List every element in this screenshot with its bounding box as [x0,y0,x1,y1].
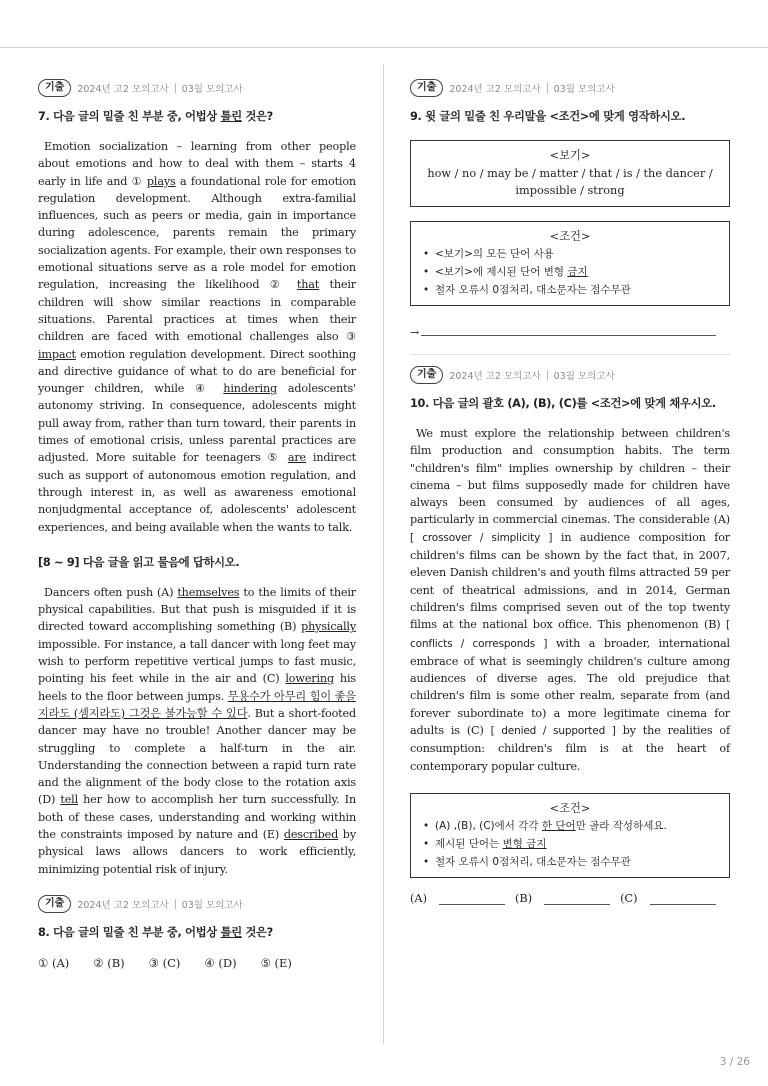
q8-choice-2[interactable]: ② (B) [93,955,125,970]
q9-answer-blank[interactable] [421,328,716,336]
q9-bogi-box [410,140,730,207]
q7-title-underlined: 틀린 [220,110,242,123]
q9-tag-row [410,78,730,98]
q9-condition-3: • 철자 오류시 0점처리, 대소문자는 점수무관 [421,281,719,299]
set-underline-e: described [283,827,339,841]
q10-bracket-c: [ denied / supported ] [490,725,616,738]
q7-tag-separator [175,83,176,93]
q7-underline-5: are [287,451,307,465]
q10-month: 03월 모의고사 [553,371,615,382]
q7-tag-row [38,78,356,98]
q8-choice-1[interactable]: ① (A) [38,955,70,970]
q10-tag-row [410,365,730,385]
q7-passage: Emotion socialization – learning from other people about emotions and how to deal with them – starts 4 early in life and ① plays a foundational role for emotion regulation development. Although extra-familial influences, such as peers or media, gain in importance during adolescence, parents remain the primary socialization agents. For example, their own responses to emotional situations serve as a role model for emotion regulation, increasing the likelihood ② that their children will show similar reactions in comparable situations. Parental practices at times when their children are faced with emotional challenges also ③ impact emotion regulation development. Direct soothing and directive guidance of what to do are beneficial for younger children, while ④ hindering adolescents' autonomy striving. In consequence, adolescents might pull away from, rather than turn toward, their parents in times of emotional crisis, unless parental practices are adjusted. More suitable for teenagers ⑤ are indirect such as support of autonomous emotion regulation, and through interest in, as well as awareness emotional nonjudgmental acceptance of, adolescents' adolescent experiences, and being available when the wants to talk. [38,140,357,534]
set-underline-korean: 무용수가 아무리 힘이 좋을지라도 (셈지라도) 그것은 불가능할 수 있다 [38,689,356,720]
q9-condition-title: <조건> [549,229,591,243]
q8-choices [38,956,356,970]
q7-underline-2: that [296,278,320,292]
set-8-9-title: [8 ~ 9] 다음 글을 읽고 물음에 답하시오. [38,555,240,569]
q7-underline-3: impact [38,347,76,361]
q9-title: 9. 윗 글의 밑줄 친 우리말을 <조건>에 맞게 영작하시오. [410,110,686,123]
q8-choice-3[interactable]: ③ (C) [148,955,181,970]
q9-month: 03월 모의고사 [553,84,615,95]
q10-condition-box [410,793,730,879]
q8-year: 2024년 고2 모의고사 [77,899,169,911]
q8-tag-separator [175,899,176,909]
question-8 [38,894,356,970]
q10-answer-b[interactable]: (B) [515,892,610,905]
column-divider [383,64,384,1044]
top-rule [0,47,768,48]
right-column [410,78,730,905]
q10-condition-2: • 제시된 단어는 변형 금지 [421,835,719,853]
q9-answer-line[interactable] [410,324,716,340]
set-underline-c: lowering [285,672,334,686]
question-7 [38,78,356,536]
q10-condition-3: • 철자 오류시 0점처리, 대소문자는 점수무관 [421,853,719,871]
left-column [38,78,356,970]
q9-condition-list [421,245,719,299]
q8-title: 8. 다음 글의 밑줄 친 부분 중, 어법상 틀린 것은? [38,925,273,939]
q7-underline-1: plays [146,174,176,188]
q8-tag: 기출 [38,895,71,913]
set-underline-b: physically [301,620,356,634]
q8-choice-4[interactable]: ④ (D) [204,955,237,970]
q10-bracket-a: [ crossover / simplicity ] [410,531,553,544]
q10-condition-list [421,817,719,871]
page-number: 3 / 26 [719,1056,750,1068]
q10-separator [410,354,730,355]
q10-answer-c[interactable]: (C) [620,892,715,905]
set-8-9 [38,554,356,878]
q10-title: 10. 다음 글의 괄호 (A), (B), (C)를 <조건>에 맞게 채우시오. [410,397,716,410]
q10-passage: We must explore the relationship between children's film production and consumption habits. The term "children's film" implies ownership by children – their cinema – but films supposedly made for children have always been consumed by audiences of all ages, particularly in commercial cinemas. The considerable (A) [ crossover / simplicity ] in audience composition for children's films can be shown by the fact that, in 2007, eleven Danish children's and youth films attracted 59 per cent of theatrical admissions, and in 2014, German children's films comprised seven out of the top twenty films at the national box office. This phenomenon (B) [ conflicts / corresponds ] with a broader, international embrace of what is seemingly children's culture among audiences of diverse ages. The old prejudice that children's film is some other realm, separate from (and forever subordinate to) a more legitimate cinema for adults is (C) [ denied / supported ] by the realities of consumption: children's film is at the heart of contemporary popular culture. [410,427,731,773]
q9-year: 2024년 고2 모의고사 [449,84,541,95]
question-9 [410,78,730,340]
q9-condition-2: • <보기>에 제시된 단어 변형 금지 [421,263,719,281]
q10-condition-title: <조건> [549,801,591,815]
q9-tag: 기출 [410,79,443,97]
q7-title: 7. 다음 글의 밑줄 친 부분 중, 어법상 틀린 것은? [38,110,273,123]
q7-month: 03월 모의고사 [181,84,243,95]
set-8-9-passage: Dancers often push (A) themselves to the limits of their physical capabilities. But that push is misguided if it is directed toward accomplishing something (B) physically impossible. For instance, a tall dancer with long feet may wish to perform repetitive vertical jumps to fast music, pointing his feet while in the air and (C) lowering his heels to the floor between jumps. 무용수가 아무리 힘이 좋을지라도 (셈지라도) 그것은 불가능할 수 있다. But a short-footed dancer may have no trouble! Another dancer may be struggling to complete a half-turn in the air. Understanding the connection between a rapid turn rate and the alignment of the body close to the rotation axis (D) tell her how to accomplish her turn successfully. In both of these cases, understanding and working within the constraints imposed by nature and (E) described by physical laws allows dancers to work efficiently, minimizing potential risk of injury. [38,585,357,876]
q10-answer-a[interactable]: (A) [410,892,505,905]
question-10 [410,354,730,905]
q9-tag-separator [547,83,548,93]
q10-tag: 기출 [410,366,443,384]
q9-condition-1: • <보기>의 모든 단어 사용 [421,245,719,263]
arrow-icon: → [410,325,420,339]
q7-tag: 기출 [38,79,71,97]
q8-tag-row [38,894,356,914]
q9-bogi-words: how / no / may be / matter / that / is / the dancer / impossible / strong [427,166,713,197]
q10-bracket-b: [ conflicts / corresponds ] [410,619,730,650]
q10-year: 2024년 고2 모의고사 [449,371,541,382]
q9-condition-box [410,221,730,307]
set-underline-d: tell [60,793,79,807]
q10-condition-1: • (A) ,(B), (C)에서 각각 한 단어만 골라 작성하세요. [421,817,719,835]
q10-tag-separator [547,370,548,380]
set-underline-a: themselves [177,585,240,599]
q7-year: 2024년 고2 모의고사 [77,84,169,95]
q9-bogi-title: <보기> [549,149,591,162]
q8-title-underlined: 틀린 [220,925,242,939]
q10-answer-blanks [410,892,730,905]
q8-month: 03월 모의고사 [181,899,243,911]
q8-choice-5[interactable]: ⑤ (E) [260,955,292,970]
q7-underline-4: hindering [223,382,278,396]
